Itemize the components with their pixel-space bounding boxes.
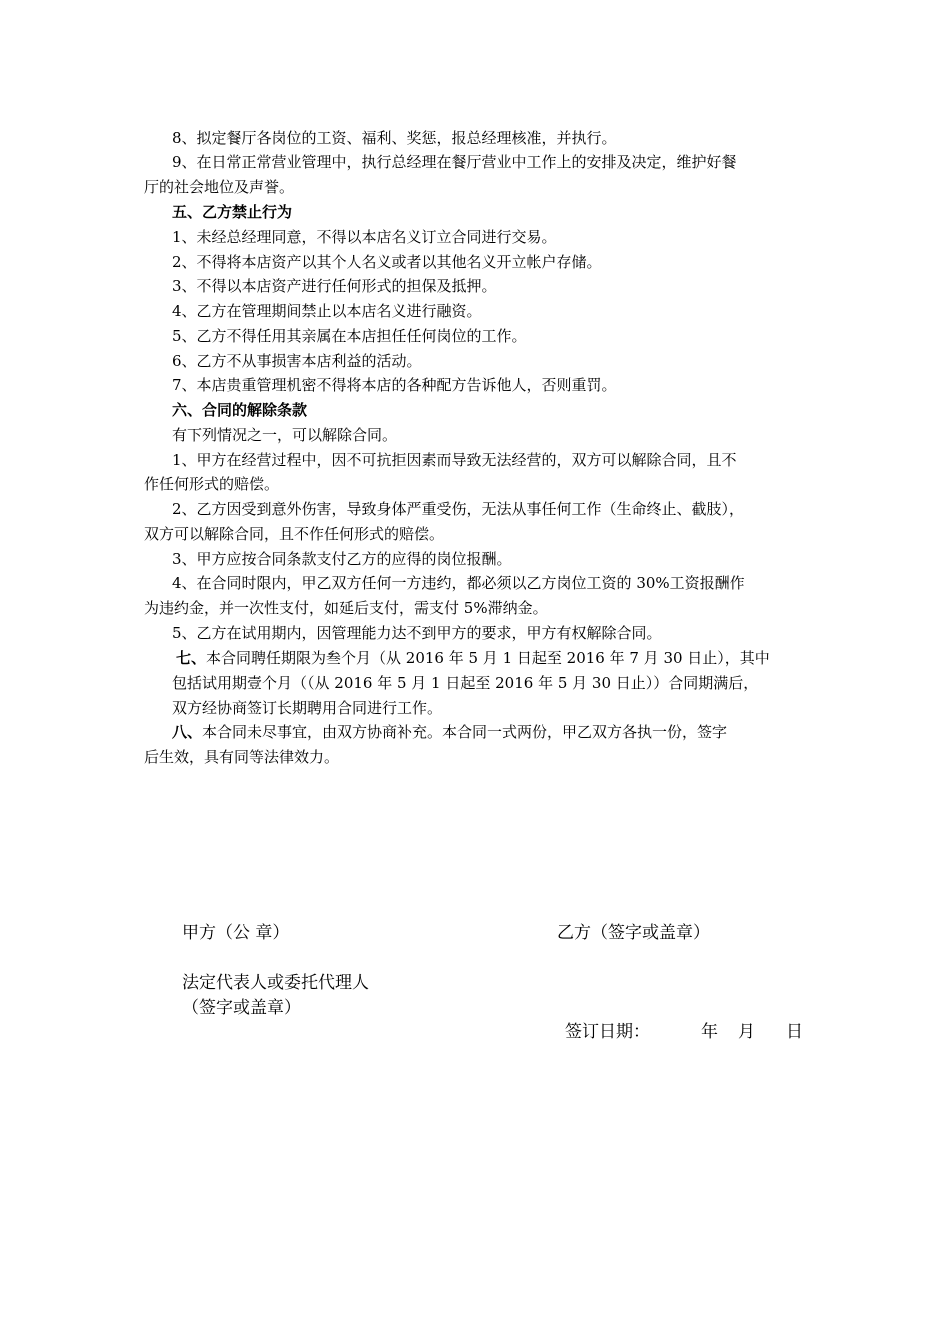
clause-6-1: 1、甲方在经营过程中，因不可抗拒因素而导致无法经营的，双方可以解除合同，且不 <box>172 451 737 469</box>
clause-5-4: 4、乙方在管理期间禁止以本店名义进行融资。 <box>172 302 482 320</box>
signing-date-label: 签订日期： <box>565 1022 650 1042</box>
section-7-label: 七、 <box>176 649 207 667</box>
section-7-line-1 <box>176 648 770 668</box>
clause-4-9-cont: 厅的社会地位及声誉。 <box>144 178 295 196</box>
section-7-line-2: 包括试用期壹个月（（从 2016 年 5 月 1 日起至 2016 年 5 月 30 日止））合同期满后， <box>172 674 759 692</box>
clause-6-4: 4、在合同时限内，甲乙双方任何一方违约，都必须以乙方岗位工资的 30%工资报酬作 <box>172 574 745 592</box>
clause-5-6: 6、乙方不从事损害本店利益的活动。 <box>172 352 422 370</box>
section-8-text-1: 本合同未尽事宜，由双方协商补充。本合同一式两份，甲乙双方各执一份，签字 <box>202 723 728 741</box>
date-year-label: 年 <box>701 1022 718 1042</box>
clause-5-1: 1、未经总经理同意，不得以本店名义订立合同进行交易。 <box>172 228 557 246</box>
clause-5-3: 3、不得以本店资产进行任何形式的担保及抵押。 <box>172 277 497 295</box>
clause-4-9: 9、在日常正常营业管理中，执行总经理在餐厅营业中工作上的安排及决定，维护好餐 <box>172 153 737 171</box>
section-5-heading: 五、乙方禁止行为 <box>172 203 293 221</box>
party-b-signature-label: 乙方（签字或盖章） <box>557 923 710 943</box>
clause-4-8: 8、拟定餐厅各岗位的工资、福利、奖惩，报总经理核准，并执行。 <box>172 129 617 147</box>
section-8-line-1 <box>172 722 727 742</box>
party-a-seal-label: 甲方（公 章） <box>182 923 290 943</box>
section-7-line-3: 双方经协商签订长期聘用合同进行工作。 <box>172 699 443 717</box>
legal-representative-label: 法定代表人或委托代理人 <box>182 973 369 993</box>
clause-6-2: 2、乙方因受到意外伤害，导致身体严重受伤，无法从事任何工作（生命终止、截肢）， <box>172 500 745 518</box>
clause-6-2-cont: 双方可以解除合同，且不作任何形式的赔偿。 <box>144 525 445 543</box>
section-6-intro: 有下列情况之一，可以解除合同。 <box>172 426 398 444</box>
section-8-line-2: 后生效，具有同等法律效力。 <box>144 748 340 766</box>
section-8-label: 八、 <box>172 723 203 741</box>
date-month-label: 月 <box>738 1022 755 1042</box>
representative-signature-note: （签字或盖章） <box>182 998 301 1018</box>
clause-5-5: 5、乙方不得任用其亲属在本店担任任何岗位的工作。 <box>172 327 527 345</box>
clause-6-5: 5、乙方在试用期内，因管理能力达不到甲方的要求，甲方有权解除合同。 <box>172 624 662 642</box>
date-day-label: 日 <box>786 1022 803 1042</box>
section-6-heading: 六、合同的解除条款 <box>172 401 308 419</box>
clause-5-7: 7、本店贵重管理机密不得将本店的各种配方告诉他人，否则重罚。 <box>172 376 617 394</box>
clause-6-3: 3、甲方应按合同条款支付乙方的应得的岗位报酬。 <box>172 550 512 568</box>
clause-5-2: 2、不得将本店资产以其个人名义或者以其他名义开立帐户存储。 <box>172 253 602 271</box>
clause-6-1-cont: 作任何形式的赔偿。 <box>144 475 280 493</box>
clause-6-4-cont: 为违约金，并一次性支付，如延后支付，需支付 5%滞纳金。 <box>144 599 548 617</box>
section-7-text-1: 本合同聘任期限为叁个月（从 2016 年 5 月 1 日起至 2016 年 7 月 30 日止），其中 <box>206 649 770 667</box>
